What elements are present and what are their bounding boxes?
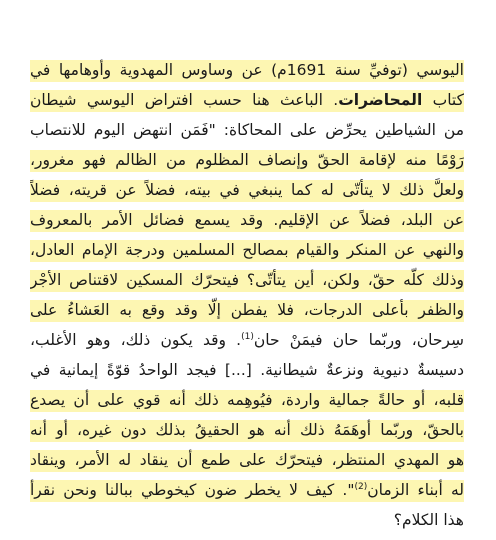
text-line: [30, 295, 464, 325]
footnote-marker[interactable]: (1): [241, 331, 254, 342]
highlighted-text: رَوْمًا منه لإقامة الحقّ وإنصاف المظلوم من الظالم فهو مغرور،: [30, 150, 464, 172]
text-segment: . وقد يكون ذلك، وهو الأغلب،: [30, 331, 242, 349]
text-line: [30, 385, 464, 415]
text-line: [30, 475, 464, 505]
highlighted-text: [30, 90, 464, 112]
text-line: [30, 175, 464, 205]
highlighted-text: والنهي عن المنكر والقيام بمصالح المسلمين ودرجة الإمام العادل،: [30, 240, 464, 262]
highlighted-text: بالحقّ، وربّما أوهَمَهُ ذلك أنه هو الحقيقُ بذلك دون غيره، أو أنه: [30, 420, 464, 442]
highlighted-text: ولعلَّ ذلك لا يتأتّى له كما ينبغي في بيته، فضلاً عن قريته، فضلاً: [30, 180, 464, 202]
highlighted-text: اليوسي (توفيِّ سنة 1691م) عن وساوس المهدوية وأوهامها في: [30, 60, 464, 82]
text-segment: له أبناء الزمان: [367, 481, 464, 499]
footnote-marker[interactable]: (2): [354, 481, 368, 492]
highlighted-text: عن البلد، فضلاً عن الإقليم. وقد يسمع فضائل الأمر بالمعروف: [30, 210, 464, 232]
plain-text: [30, 331, 464, 349]
highlighted-text: وذلك كلّه حقّ، ولكن، أين يتأتّى؟ فيتحرّك المسكين لاقتناص الأجْر: [30, 270, 464, 292]
text-line: [30, 235, 464, 265]
text-line: [30, 355, 464, 385]
text-line: [30, 55, 464, 85]
plain-text: هذا الكلام؟: [393, 511, 464, 529]
plain-text: من الشياطين يحرِّض على المحاكاة: "فَمَن انتهض اليوم للانتصاب: [30, 121, 464, 139]
plain-text: دسيسةٌ دنيوية ونزعةٌ شيطانية. [...] فيجد الواحدُ قوّةً إيمانية في: [30, 361, 464, 379]
text-line: [30, 415, 464, 445]
text-line: [30, 205, 464, 235]
highlighted-text: هو المهدي المنتظر، فيتحرّك على طمع أن ينقاد له الأمر، وينقاد: [30, 450, 464, 472]
highlighted-text: [30, 480, 464, 502]
text-segment: سِرحان، وربّما حان فيمَنْ حان: [253, 331, 464, 349]
highlighted-text: والظفر بأعلى الدرجات، فلا يفطن إلّا وقد وقع به العَشاءُ على: [30, 300, 464, 322]
highlighted-text: قلبه، أو حالةً جمالية واردة، فيُوهِمه ذلك أنه قوي على أن يصدع: [30, 390, 464, 412]
text-segment: كتاب: [422, 91, 464, 109]
text-line: [30, 505, 464, 535]
text-segment: . الباعث هنا حسب افتراض اليوسي شيطان: [30, 91, 339, 109]
text-line: [30, 115, 464, 145]
text-line: [30, 445, 464, 475]
text-line: [30, 325, 464, 355]
book-title: المحاضرات: [338, 91, 423, 109]
text-line: [30, 145, 464, 175]
text-line: [30, 85, 464, 115]
text-line: [30, 265, 464, 295]
text-segment: ". كيف لا يخطر ضون كيخوطي ببالنا ونحن نقرأ: [30, 481, 355, 499]
